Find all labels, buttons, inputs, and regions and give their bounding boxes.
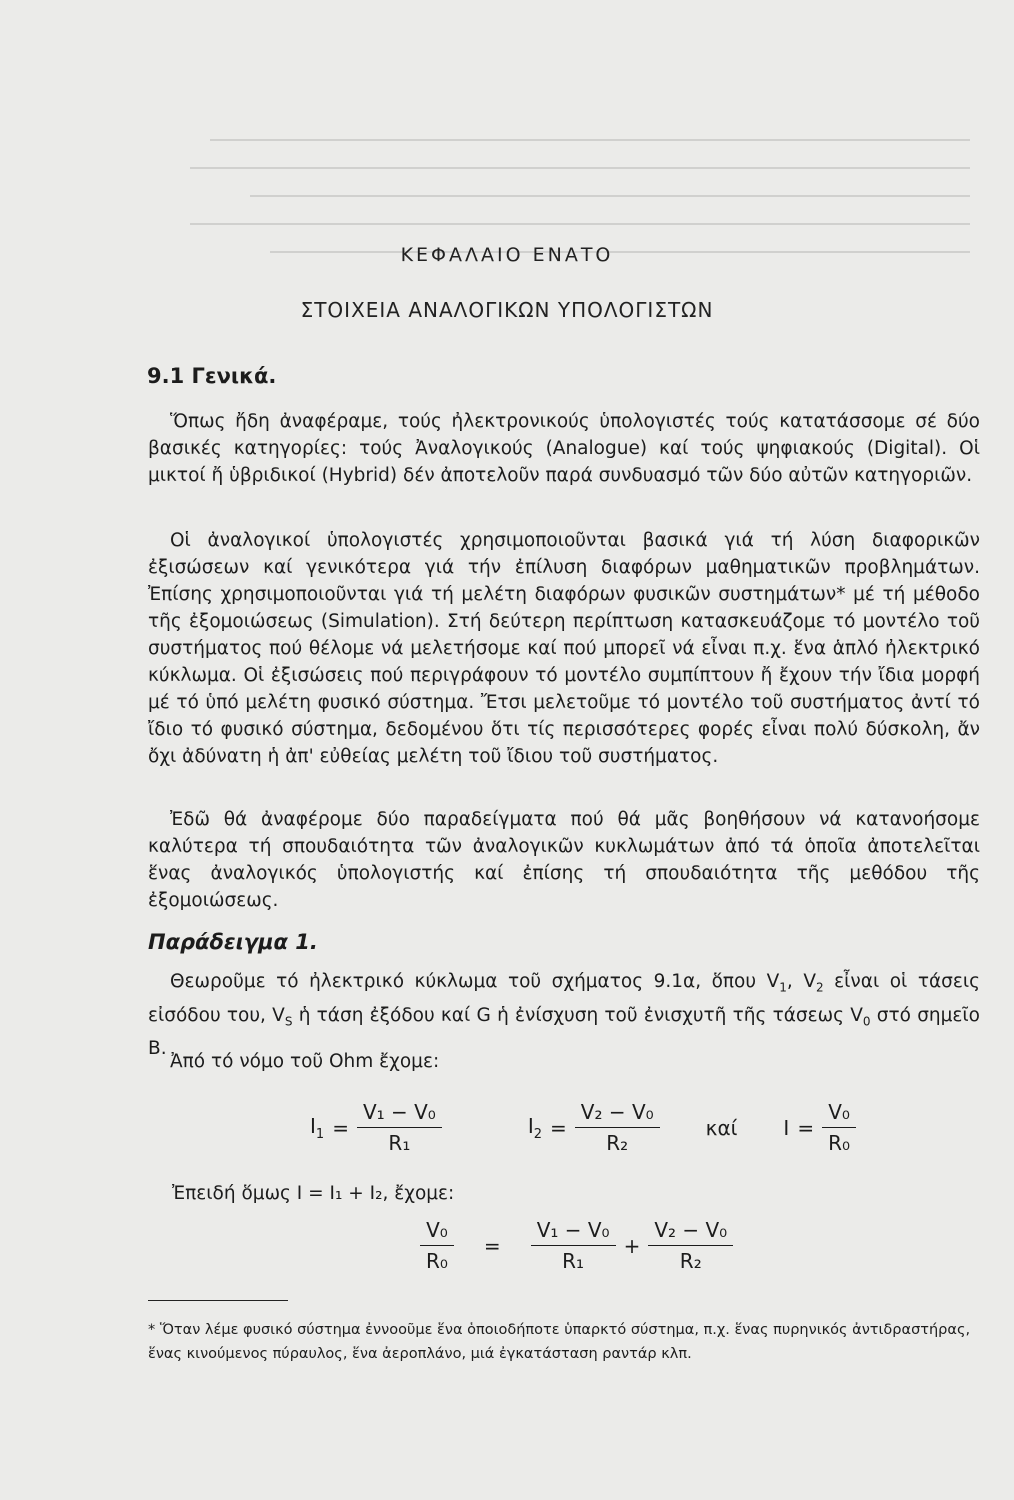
sum-formula [420, 1218, 733, 1273]
current-formulas [310, 1100, 856, 1155]
equals-sign: = [483, 1233, 501, 1258]
chapter-subtitle: ΣΤΟΙΧΕΙΑ ΑΝΑΛΟΓΙΚΩΝ ΥΠΟΛΟΓΙΣΤΩΝ [300, 298, 714, 322]
i1-fraction: $\frac{\text{V₁ − V₀}}{\text{R₁}}$ [357, 1100, 442, 1155]
footnote-rule [148, 1300, 288, 1301]
paragraph-intro: Ὅπως ἤδη ἀναφέραμε, τούς ἠλεκτρονικούς ὑπολογιστές τούς κατατάσσομε σέ δύο βασικές κατηγορίες: τούς Ἀναλογικούς (Analogue) καί τούς ψηφιακούς (Digital). Οἱ μικτοί ἤ ὑβριδικοί (Hybrid) δέν ἀποτελοῦν παρά συνδυασμό τῶν δύο αὐτῶν κατηγοριῶν. [148, 411, 980, 486]
paragraph-analog: Οἱ ἀναλογικοί ὑπολογιστές χρησιμοποιοῦνται βασικά γιά τή λύση διαφορικῶν ἐξισώσεων καί γενικότερα γιά τήν ἐπίλυση διαφόρων μαθηματικῶν προβλημάτων. Ἐπίσης χρησιμοποιοῦνται γιά τή μελέτη διαφόρων φυσικῶν συστημάτων* μέ τή μέθοδο τῆς ἐξομοιώσεως (Simulation). Στή δεύτερη περίπτωση κατασκευάζομε τό μοντέλο τοῦ συστήματος πού θέλομε νά μελετήσομε καί πού μπορεῖ νά εἶναι π.χ. ἕνα ἁπλό ἠλεκτρικό κύκλωμα. Οἱ ἐξισώσεις πού περιγράφουν τό μοντέλο συμπίπτουν ἤ ἔχουν τήν ἴδια μορφή μέ τό ὑπό μελέτη φυσικό σύστημα. Ἔτσι μελετοῦμε τό μοντέλο τοῦ συστήματος ἀντί τό ἴδιο τό φυσικό σύστημα, δεδομένου ὅτι τίς περισσότερες φορές εἶναι πολύ δύσκολη, ἄν ὄχι ἀδύνατη ἡ ἀπ' εὐθείας μελέτη τοῦ ἴδιου τοῦ συστήματος. [148, 530, 980, 767]
i2-fraction: $\frac{\text{V₂ − V₀}}{\text{R₂}}$ [575, 1100, 660, 1155]
term1-fraction: $\frac{\text{V₁ − V₀}}{\text{R₁}}$ [531, 1218, 616, 1273]
chapter-title: ΚΕΦΑΛΑΙΟ ΕΝΑΤΟ [400, 244, 614, 266]
i2-symbol: $I_2$ [527, 1113, 543, 1142]
example-paragraph: Θεωροῦμε τό ἠλεκτρικό κύκλωμα τοῦ σχήματος 9.1α, ὅπου $V_1$, $V_2$ εἶναι οἱ τάσεις εἰσόδου του, $V_S$ ἡ τάση ἐξόδου καί G ἡ ἐνίσχυση τοῦ ἐνισχυτῆ τῆς τάσεως $V_0$ στό σημεῖο B. [148, 971, 980, 1060]
kai-word: καί [705, 1115, 738, 1140]
footnote: * Ὅταν λέμε φυσικό σύστημα ἐννοοῦμε ἕνα ὁποιοδήποτε ὑπαρκτό σύστημα, π.χ. ἕνας πυρηνικός ἀντιδραστήρας, ἕνας κινούμενος πύραυλος, ἕνα ἀεροπλάνο, μιά ἐγκατάσταση ραντάρ κλπ. [148, 1322, 971, 1362]
equals-sign: = [332, 1115, 349, 1140]
paragraph-examples: Ἐδῶ θά ἀναφέρομε δύο παραδείγματα πού θά μᾶς βοηθήσουν νά κατανοήσομε καλύτερα τή σπουδαιότητα τῶν ἀναλογικῶν κυκλωμάτων ἀπό τά ὁποῖα ἀποτελεῖται ἕνας ἀναλογικός ὑπολογιστής καί ἐπίσης τή σπουδαιότητα τῆς μεθόδου τῆς ἐξομοιώσεως. [148, 809, 980, 911]
equals-sign: = [550, 1115, 567, 1140]
lhs-fraction: $\frac{\text{V₀}}{\text{R₀}}$ [420, 1218, 454, 1273]
ohm-law-line: Ἀπό τό νόμο τοῦ Ohm ἔχομε: [170, 1051, 440, 1072]
since-line: Ἐπειδή ὅμως I = I₁ + I₂, ἔχομε: [172, 1183, 455, 1204]
equals-sign: = [797, 1115, 815, 1140]
i-symbol: I [783, 1115, 790, 1140]
i1-symbol: $I_1$ [310, 1113, 325, 1142]
example-heading: Παράδειγμα 1. [148, 930, 318, 954]
term2-fraction: $\frac{\text{V₂ − V₀}}{\text{R₂}}$ [648, 1218, 733, 1273]
section-heading: 9.1 Γενικά. [147, 364, 277, 388]
i-fraction: $\frac{\text{V₀}}{\text{R₀}}$ [822, 1100, 856, 1155]
plus-sign: + [623, 1233, 641, 1258]
